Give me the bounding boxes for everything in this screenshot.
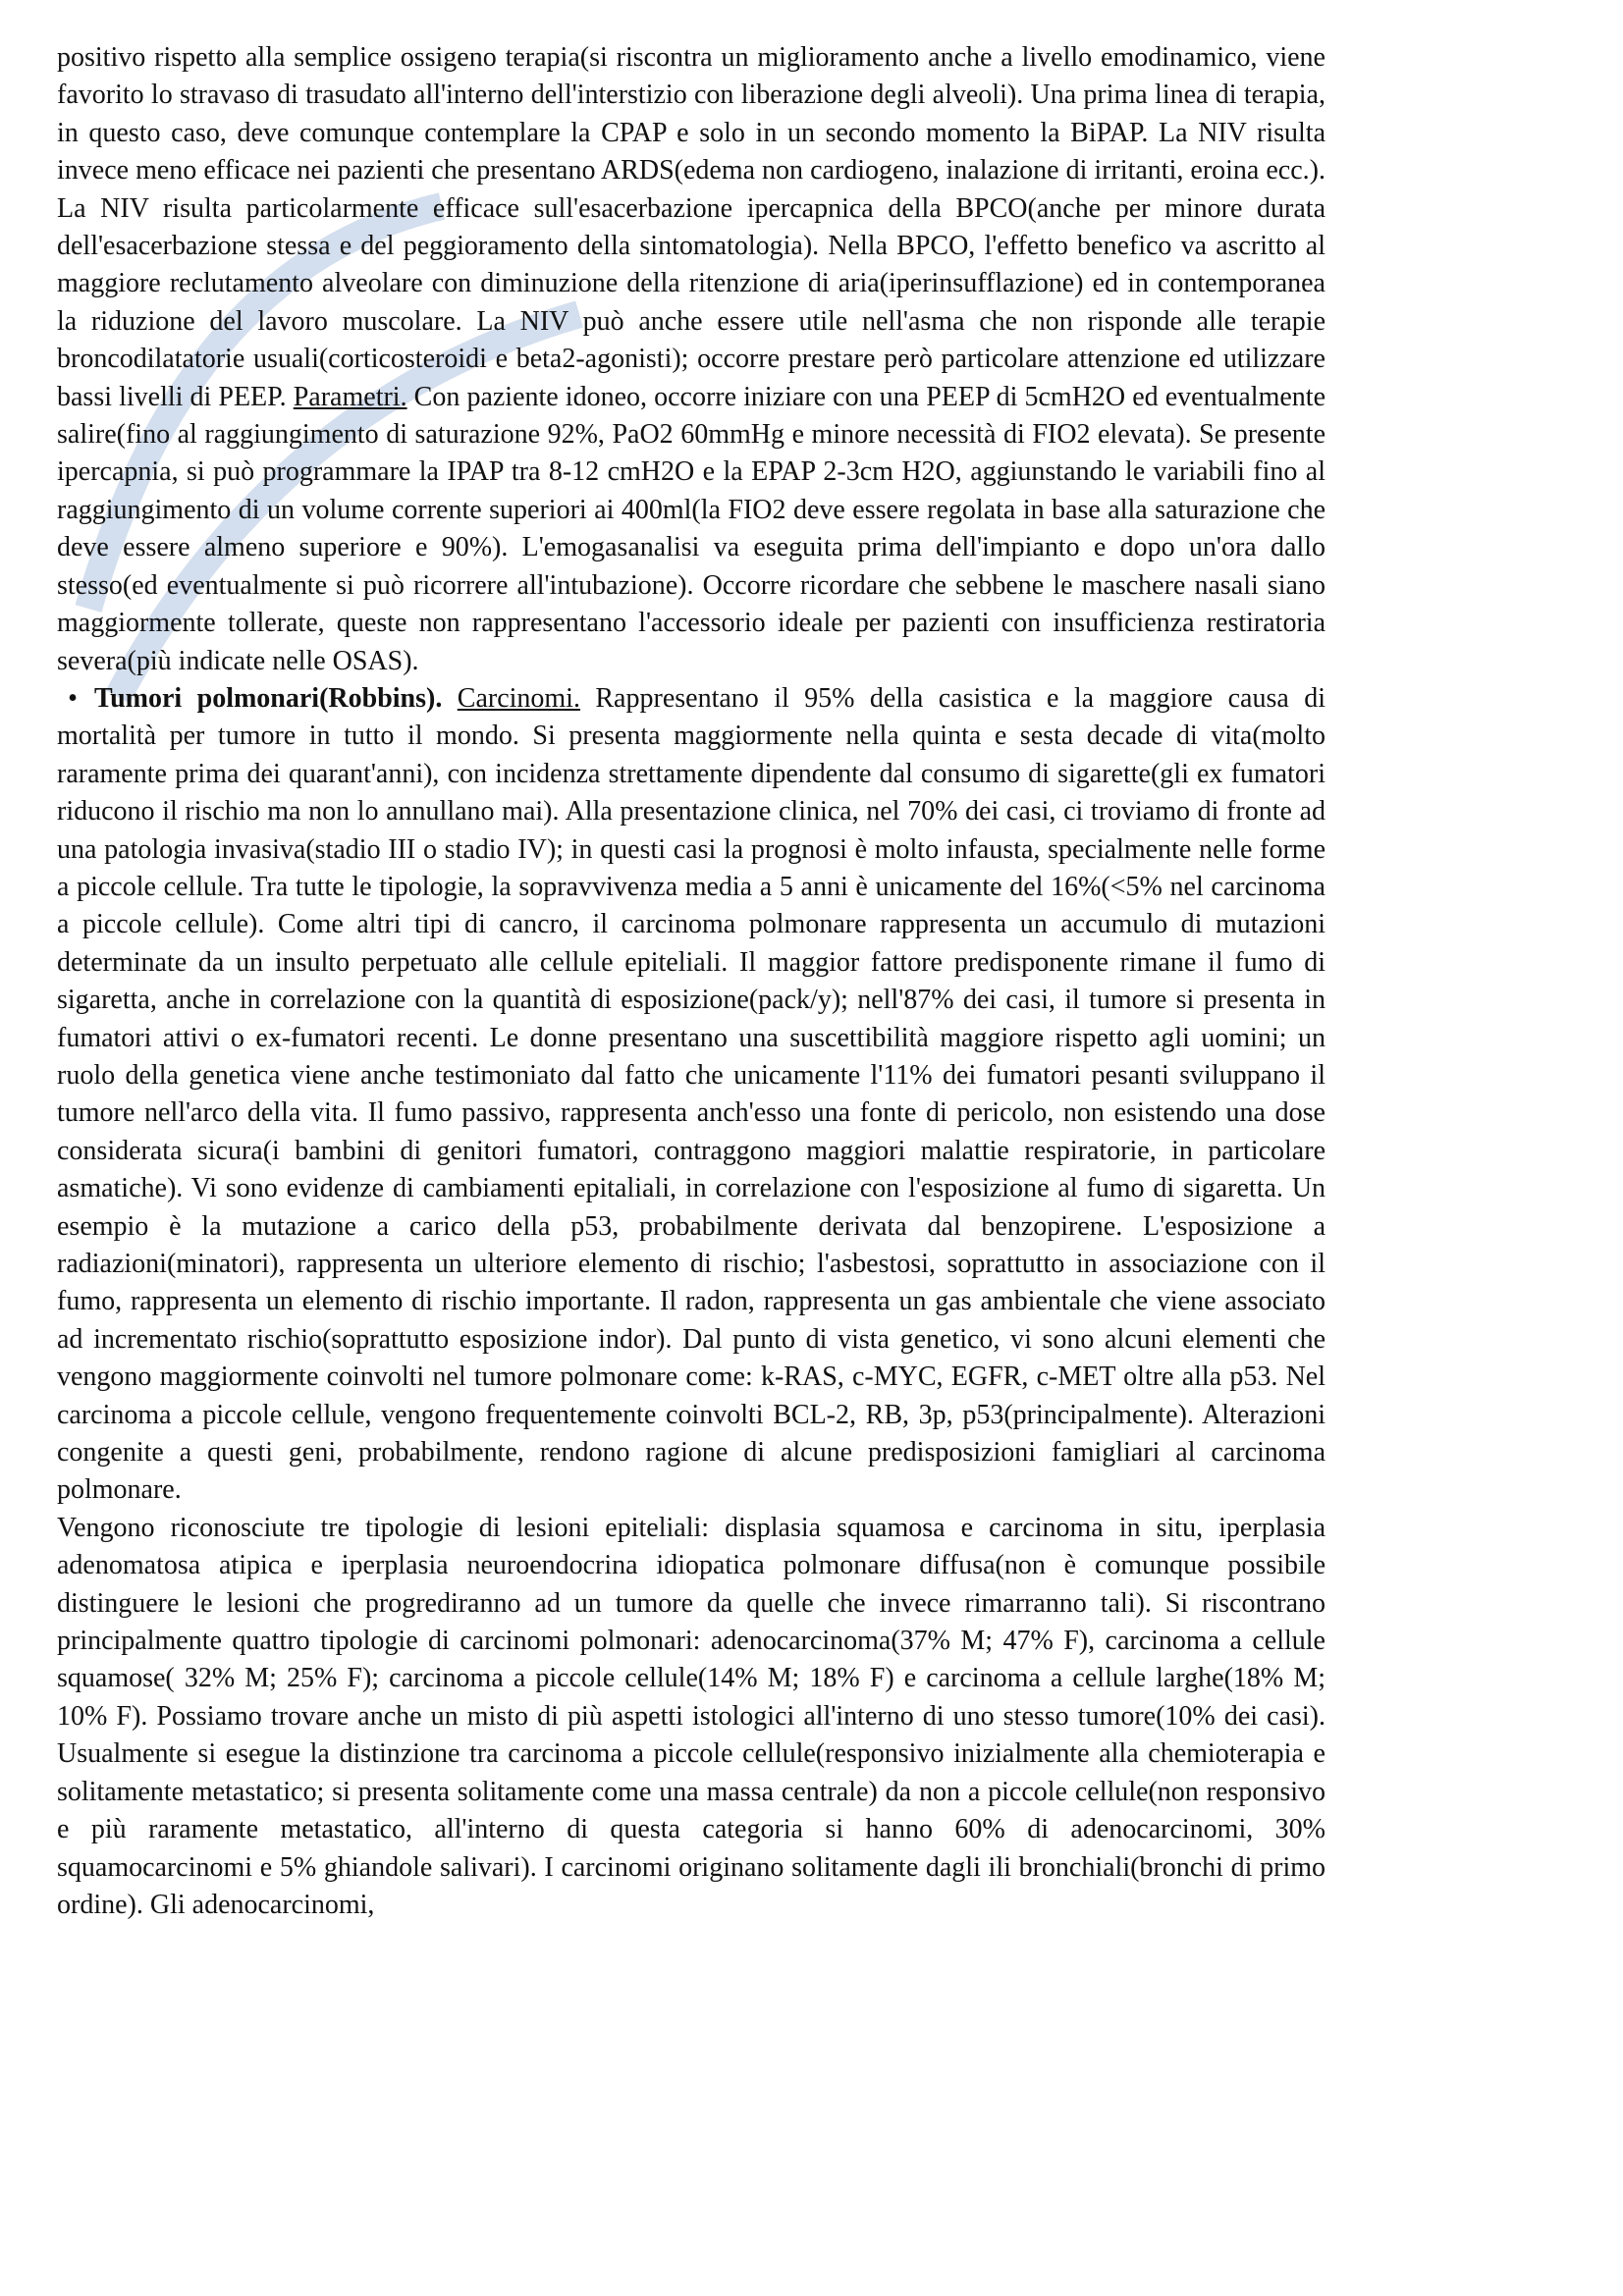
paragraph-niv	[57, 39, 1325, 680]
paragraph-lesioni	[57, 1510, 1325, 1924]
paragraph-niv-text-2: Con paziente idoneo, occorre iniziare con una PEEP di 5cmH2O ed eventualmente salire(fino al raggiungimento di saturazione 92%, PaO2 60mmHg e minore necessità di FIO2 elevata). Se presente ipercapnia, si può programmare la IPAP tra 8-12 cmH2O e la EPAP 2-3cm H2O, aggiunstando le variabili fino al raggiungimento di un volume corrente superiori ai 400ml(la FIO2 deve essere regolata in base alla saturazione che deve essere almeno superiore e 90%). L'emogasanalisi va eseguita prima dell'impianto e dopo un'ora dallo stesso(ed eventualmente si può ricorrere all'intubazione). Occorre ricordare che sebbene le maschere nasali siano maggiormente tollerate, queste non rappresentano l'accessorio ideale per pazienti con insufficienza restiratoria severa(più indicate nelle OSAS).	[57, 381, 1325, 676]
paragraph-niv-text: positivo rispetto alla semplice ossigeno terapia(si riscontra un miglioramento anche a livello emodinamico, viene favorito lo stravaso di trasudato all'interno dell'interstizio con liberazione degli alveoli). Una prima linea di terapia, in questo caso, deve comunque contemplare la CPAP e solo in un secondo momento la BiPAP. La NIV risulta invece meno efficace nei pazienti che presentano ARDS(edema non cardiogeno, inalazione di irritanti, eroina ecc.). La NIV risulta particolarmente efficace sull'esacerbazione ipercapnica della BPCO(anche per minore durata dell'esacerbazione stessa e del peggioramento della sintomatologia). Nella BPCO, l'effetto benefico va ascritto al maggiore reclutamento alveolare con diminuzione della ritenzione di aria(iperinsufflazione) ed in contemporanea la riduzione del lavoro muscolare. La NIV può anche essere utile nell'asma che non risponde alle terapie broncodilatatorie usuali(corticosteroidi e beta2-agonisti); occorre prestare però particolare attenzione ed utilizzare bassi livelli di PEEP.	[57, 42, 1325, 412]
paragraph-lesioni-text: Vengono riconosciute tre tipologie di lesioni epiteliali: displasia squamosa e carcinoma in situ, iperplasia adenomatosa atipica e iperplasia neuroendocrina idiopatica polmonare diffusa(non è comunque possibile distinguere le lesioni che progrediranno ad un tumore da quelle che invece rimarranno tali). Si riscontrano principalmente quattro tipologie di carcinomi polmonari: adenocarcinoma(37% M; 47% F), carcinoma a cellule squamose( 32% M; 25% F); carcinoma a piccole cellule(14% M; 18% F) e carcinoma a cellule larghe(18% M; 10% F). Possiamo trovare anche un misto di più aspetti istologici all'interno di uno stesso tumore(10% dei casi). Usualmente si esegue la distinzione tra carcinoma a piccole cellule(responsivo inizialmente alla chemioterapia e solitamente metastatico; si presenta solitamente come una massa centrale) da non a piccole cellule(non responsivo e più raramente metastatico, all'interno di questa categoria si hanno 60% di adenocarcinomi, 30% squamocarcinomi e 5% ghiandole salivari). I carcinomi originano solitamente dagli ili bronchiali(bronchi di primo ordine). Gli adenocarcinomi,	[57, 1512, 1325, 1920]
section-title: Tumori polmonari(Robbins).	[94, 682, 443, 714]
carcinomi-heading: Carcinomi.	[457, 682, 580, 714]
bullet-marker: •	[68, 682, 78, 714]
document-page	[57, 39, 1325, 1924]
bullet-text: Rappresentano il 95% della casistica e la maggiore causa di mortalità per tumore in tutto il mondo. Si presenta maggiormente nella quinta e sesta decade di vita(molto raramente prima dei quarant'anni), con incidenza strettamente dipendente dal consumo di sigarette(gli ex fumatori riducono il rischio ma non lo annullano mai). Alla presentazione clinica, nel 70% dei casi, ci troviamo di fronte ad una patologia invasiva(stadio III o stadio IV); in questi casi la prognosi è molto infausta, specialmente nelle forme a piccole cellule. Tra tutte le tipologie, la sopravvivenza media a 5 anni è unicamente del 16%(<5% nel carcinoma a piccole cellule). Come altri tipi di cancro, il carcinoma polmonare rappresenta un accumulo di mutazioni determinate da un insulto perpetuato alle cellule epiteliali. Il maggior fattore predisponente rimane il fumo di sigaretta, anche in correlazione con la quantità di esposizione(pack/y); nell'87% dei casi, il tumore si presenta in fumatori attivi o ex-fumatori recenti. Le donne presentano una suscettibilità maggiore rispetto agli uomini; un ruolo della genetica viene anche testimoniato dal fatto che unicamente l'11% dei fumatori pesanti sviluppano il tumore nell'arco della vita. Il fumo passivo, rappresenta anch'esso una fonte di pericolo, non esistendo una dose considerata sicura(i bambini di genitori fumatori, contraggono maggiori malattie respiratorie, in particolare asmatiche). Vi sono evidenze di cambiamenti epitaliali, in correlazione con l'esposizione al fumo di sigaretta. Un esempio è la mutazione a carico della p53, probabilmente derivata dal benzopirene. L'esposizione a radiazioni(minatori), rappresenta un ulteriore elemento di rischio; l'asbestosi, soprattutto in associazione con il fumo, rappresenta un elemento di rischio importante. Il radon, rappresenta un gas ambientale che viene associato ad incrementato rischio(soprattutto esposizione indor). Dal punto di vista genetico, vi sono alcuni elementi che vengono maggiormente coinvolti nel tumore polmonare come: k-RAS, c-MYC, EGFR, c-MET oltre alla p53. Nel carcinoma a piccole cellule, vengono frequentemente coinvolti BCL-2, RB, 3p, p53(principalmente). Alterazioni congenite a questi geni, probabilmente, rendono ragione di alcune predisposizioni famigliari al carcinoma polmonare.	[57, 682, 1325, 1506]
bullet-tumori	[57, 680, 1325, 1510]
parametri-heading: Parametri.	[293, 381, 407, 412]
